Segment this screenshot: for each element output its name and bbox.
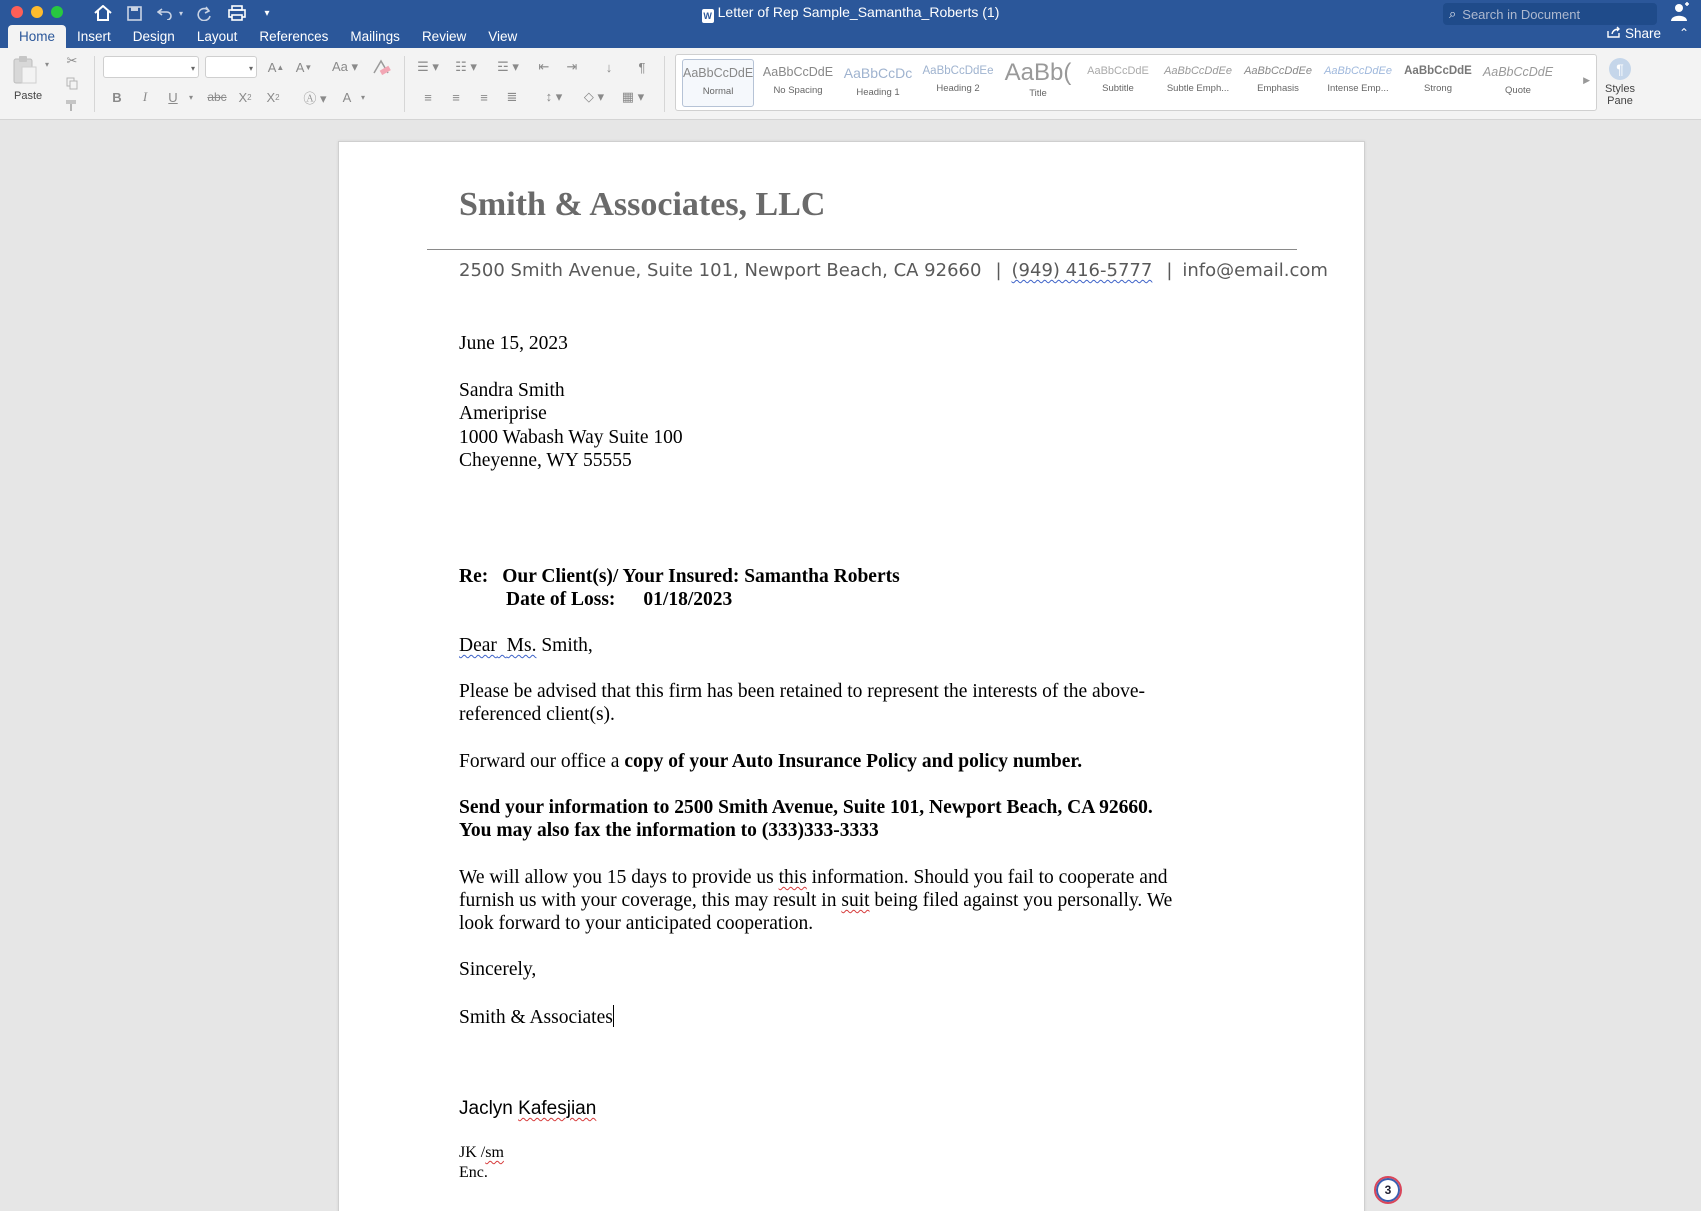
signer-name: Jaclyn Kafesjian bbox=[459, 1098, 597, 1119]
style-emphasis[interactable]: AaBbCcDdEe Emphasis bbox=[1244, 65, 1312, 94]
show-formatting-marks-icon[interactable]: ¶ bbox=[638, 59, 646, 75]
tab-review[interactable]: Review bbox=[421, 29, 467, 44]
share-icon bbox=[1607, 26, 1621, 41]
italic-button[interactable]: I bbox=[142, 89, 148, 104]
superscript-button[interactable]: X 2 bbox=[266, 89, 280, 105]
text-effects-icon[interactable]: Ⓐ ▾ bbox=[303, 90, 327, 106]
style-heading-1[interactable]: AaBbCcDc Heading 1 bbox=[843, 65, 913, 98]
share-button[interactable]: Share bbox=[1607, 26, 1661, 41]
paragraph-3-line-1: Send your information to 2500 Smith Avenue, Suite 101, Newport Beach, CA 92660. bbox=[459, 797, 1153, 818]
format-painter-icon[interactable] bbox=[62, 96, 82, 114]
date-of-loss-label: Date of Loss: bbox=[506, 589, 616, 610]
tab-design[interactable]: Design bbox=[132, 29, 175, 44]
align-right-icon[interactable]: ≡ bbox=[480, 89, 488, 105]
re-line bbox=[459, 566, 900, 588]
cut-icon[interactable]: ✂ bbox=[66, 53, 78, 68]
shading-icon[interactable]: ◇ ▾ bbox=[583, 89, 605, 104]
letterhead-contact bbox=[459, 260, 1328, 281]
re-client: Our Client(s)/ Your Insured: Samantha Roberts bbox=[502, 566, 900, 587]
decrease-indent-icon[interactable]: ⇤ bbox=[538, 59, 550, 74]
letterhead-phone: (949) 416-5777 bbox=[1011, 260, 1153, 281]
paragraph-4-line-3: look forward to your anticipated cooperation. bbox=[459, 913, 814, 934]
increase-indent-icon[interactable]: ⇥ bbox=[566, 59, 578, 74]
gallery-next-icon[interactable]: ▶ bbox=[1583, 75, 1590, 85]
borders-icon[interactable]: ▦ ▾ bbox=[621, 89, 645, 104]
tab-view[interactable]: View bbox=[488, 29, 518, 44]
style-strong[interactable]: AaBbCcDdE Strong bbox=[1404, 65, 1472, 94]
date-of-loss-value: 01/18/2023 bbox=[643, 589, 733, 610]
pipe-separator: | bbox=[1166, 260, 1173, 281]
initials-line: JK /sm bbox=[459, 1144, 504, 1161]
font-color-icon[interactable]: A bbox=[342, 89, 352, 105]
closing: Sincerely, bbox=[459, 959, 537, 980]
style-subtle-emphasis[interactable]: AaBbCcDdEe Subtle Emph... bbox=[1164, 65, 1232, 94]
tab-insert[interactable]: Insert bbox=[77, 29, 111, 44]
letterhead-divider bbox=[427, 249, 1297, 250]
tab-references[interactable]: References bbox=[259, 29, 329, 44]
style-normal[interactable]: AaBbCcDdE Normal bbox=[682, 59, 754, 107]
signature-firm: Smith & Associates bbox=[459, 1007, 613, 1028]
letterhead-firm-name: Smith & Associates, LLC bbox=[459, 186, 826, 223]
paragraph-2: Forward our office a copy of your Auto Insurance Policy and policy number. bbox=[459, 751, 1083, 772]
notification-badge[interactable]: 3 bbox=[1374, 1176, 1402, 1204]
bold-button[interactable]: B bbox=[112, 89, 122, 105]
strikethrough-button[interactable]: abc bbox=[207, 90, 227, 104]
chevron-down-icon: ▾ bbox=[248, 64, 253, 73]
enclosure-line: Enc. bbox=[459, 1164, 488, 1181]
undo-dropdown-icon[interactable]: ▾ bbox=[178, 8, 183, 18]
recipient-street: 1000 Wabash Way Suite 100 bbox=[459, 427, 683, 448]
bullets-icon[interactable]: ☰ ▾ bbox=[417, 59, 439, 74]
styles-gallery bbox=[675, 54, 1597, 111]
recipient-name: Sandra Smith bbox=[459, 380, 565, 401]
style-no-spacing[interactable]: AaBbCcDdE No Spacing bbox=[762, 65, 834, 96]
clear-formatting-icon[interactable] bbox=[368, 56, 394, 78]
increase-font-size-icon[interactable]: A ▲ bbox=[267, 59, 285, 75]
minimize-window-button[interactable] bbox=[31, 6, 43, 18]
line-spacing-icon[interactable]: ↕ ▾ bbox=[545, 89, 563, 104]
chevron-down-icon: ▾ bbox=[190, 64, 195, 73]
collapse-ribbon-icon[interactable]: ⌃ bbox=[1678, 26, 1689, 40]
paragraph-1-line-1: Please be advised that this firm has been retained to represent the interests of the above- bbox=[459, 681, 1146, 702]
search-placeholder: Search in Document bbox=[1462, 6, 1581, 22]
style-quote[interactable]: AaBbCcDdE Quote bbox=[1482, 65, 1554, 96]
underline-dropdown-icon[interactable]: ▾ bbox=[188, 92, 193, 102]
ribbon-separator bbox=[664, 56, 665, 112]
letterhead-email: info@email.com bbox=[1182, 260, 1328, 281]
pipe-separator: | bbox=[995, 260, 1002, 281]
numbering-icon[interactable]: ☷ ▾ bbox=[455, 59, 477, 74]
print-icon[interactable] bbox=[226, 3, 248, 23]
subscript-button[interactable]: X 2 bbox=[238, 89, 252, 105]
style-heading-2[interactable]: AaBbCcDdEe Heading 2 bbox=[922, 65, 994, 94]
letter-date: June 15, 2023 bbox=[459, 333, 568, 354]
paste-dropdown-icon[interactable]: ▾ bbox=[44, 60, 49, 69]
document-title: W Letter of Rep Sample_Samantha_Roberts (1) bbox=[703, 4, 1000, 21]
date-of-loss-line bbox=[506, 589, 732, 611]
text-cursor bbox=[613, 1005, 614, 1027]
paragraph-1-line-2: referenced client(s). bbox=[459, 704, 615, 725]
home-ribbon bbox=[0, 48, 1701, 120]
copy-icon[interactable] bbox=[62, 74, 82, 92]
save-icon[interactable] bbox=[124, 3, 144, 23]
paragraph-3-line-2: You may also fax the information to (333)333-3333 bbox=[459, 820, 879, 841]
customize-toolbar-icon[interactable]: ▾ bbox=[264, 7, 270, 19]
recipient-company: Ameriprise bbox=[459, 403, 547, 424]
justify-icon[interactable]: ≣ bbox=[506, 89, 518, 104]
style-title[interactable]: AaBb( Title bbox=[1004, 59, 1072, 99]
align-left-icon[interactable]: ≡ bbox=[424, 89, 432, 105]
paragraph-4-line-1: We will allow you 15 days to provide us this information. Should you fail to cooperate and bbox=[459, 867, 1168, 888]
title-bar bbox=[0, 0, 1701, 48]
salutation: Dear Ms. Smith, bbox=[459, 635, 593, 656]
align-center-icon[interactable]: ≡ bbox=[452, 89, 460, 105]
change-case-icon[interactable]: Aa ▾ bbox=[331, 59, 359, 74]
zoom-window-button[interactable] bbox=[51, 6, 63, 18]
redo-icon[interactable] bbox=[194, 3, 214, 23]
font-name-select[interactable] bbox=[103, 56, 199, 78]
styles-pane-icon: ¶ bbox=[1609, 58, 1631, 80]
style-intense-emphasis[interactable]: AaBbCcDdEe Intense Emp... bbox=[1324, 65, 1392, 94]
word-document-icon: W bbox=[703, 11, 712, 21]
font-color-dropdown-icon[interactable]: ▾ bbox=[360, 92, 365, 102]
tab-mailings[interactable]: Mailings bbox=[350, 29, 400, 44]
document-page[interactable] bbox=[338, 141, 1365, 1211]
ribbon-tabs bbox=[8, 25, 528, 48]
style-subtitle[interactable]: AaBbCcDdE Subtitle bbox=[1087, 65, 1149, 94]
ribbon-separator bbox=[94, 56, 95, 112]
underline-button[interactable]: U bbox=[168, 89, 178, 105]
recipient-city: Cheyenne, WY 55555 bbox=[459, 450, 632, 471]
multilevel-list-icon[interactable]: ☲ ▾ bbox=[497, 59, 519, 74]
font-size-select[interactable] bbox=[205, 56, 257, 78]
ribbon-separator bbox=[404, 56, 405, 112]
search-icon: ⌕ bbox=[1449, 6, 1457, 21]
paste-label: Paste bbox=[14, 90, 43, 102]
search-input[interactable] bbox=[1443, 3, 1657, 25]
re-label: Re: bbox=[459, 566, 489, 587]
tab-layout[interactable]: Layout bbox=[196, 29, 238, 44]
styles-pane-button[interactable]: ¶ Styles Pane bbox=[1600, 58, 1640, 107]
letterhead-address: 2500 Smith Avenue, Suite 101, Newport Beach, CA 92660 bbox=[459, 260, 982, 281]
home-icon[interactable] bbox=[92, 3, 114, 23]
paragraph-4-line-2: furnish us with your coverage, this may result in suit being filed against you personally. We bbox=[459, 890, 1173, 911]
paste-icon[interactable] bbox=[10, 54, 40, 86]
undo-icon[interactable] bbox=[155, 3, 175, 23]
tab-home[interactable]: Home bbox=[8, 25, 66, 48]
account-icon[interactable] bbox=[1668, 2, 1692, 24]
decrease-font-size-icon[interactable]: A ▼ bbox=[295, 59, 313, 75]
close-window-button[interactable] bbox=[11, 6, 23, 18]
sort-icon[interactable]: ↓ bbox=[605, 59, 613, 75]
